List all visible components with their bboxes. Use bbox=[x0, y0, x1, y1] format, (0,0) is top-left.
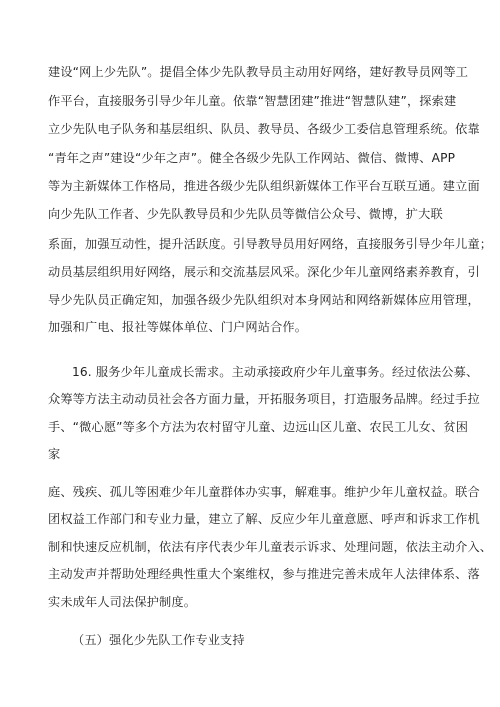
text-line: 团权益工作部门和专业力量，建立了解、反应少年儿童意愿、呼声和诉求工作机 bbox=[48, 512, 480, 526]
text-line: 导少先队员正确定知，加强各级少先队组织对本身网站和网络新媒体应用管理， bbox=[48, 293, 480, 307]
text-line: 等为主新媒体工作格局，推进各级少先队组织新媒体工作平台互联互通。建立面 bbox=[48, 179, 480, 193]
text-line: 建设“网上少先队”。提倡全体少先队教导员主动用好网络，建好教导员网等工 bbox=[48, 65, 469, 79]
text-line: 作平台，直接服务引导少年儿童。依靠“智慧团建”推进“智慧队建”，探索建 bbox=[48, 94, 457, 108]
text-line: 众筹等方法主动动员社会各方面力量，开拓服务项目，打造服务品牌。经过手拉 bbox=[48, 392, 480, 406]
text-line: 制和快速反应机制，依法有序代表少年儿童表示诉求、处理问题，依法主动介入、 bbox=[48, 540, 493, 554]
text-line: 实未成年人司法保护制度。 bbox=[48, 595, 197, 609]
text-line: 立少先队电子队务和基层组织、队员、教导员、各级少工委信息管理系统。依靠 bbox=[48, 122, 480, 136]
text-line: 加强和广电、报社等媒体单位、门户网站合作。 bbox=[48, 320, 308, 334]
text-line: 手、“微心愿”等多个方法为农村留守儿童、边远山区儿童、农民工儿女、贫困 bbox=[48, 420, 469, 434]
text-line: “青年之声”建设“少年之声”。健全各级少先队工作网站、微信、微博、APP bbox=[48, 151, 456, 165]
text-line: 庭、残疾、孤儿等困难少年儿童群体办实事，解难事。维护少年儿童权益。联合 bbox=[48, 485, 480, 499]
text-line: 系面，加强互动性，提升活跃度。引导教导员用好网络，直接服务引导少年儿童； bbox=[48, 237, 493, 251]
text-line: 向少先队工作者、少先队教导员和少先队员等微信公众号、微博，扩大联 bbox=[48, 207, 443, 221]
text-line: 16. 服务少年儿童成长需求。主动承接政府少年儿童事务。经过依法公募、 bbox=[72, 365, 479, 379]
section-heading: （五）强化少先队工作专业支持 bbox=[72, 633, 245, 647]
text-line: 主动发声并帮助处理经典性重大个案维权，参与推进完善未成年人法律体系、落 bbox=[48, 567, 480, 581]
text-line: 动员基层组织用好网络，展示和交流基层风采。深化少年儿童网络素养教育，引 bbox=[48, 265, 480, 279]
text-line: 家 bbox=[48, 447, 61, 461]
